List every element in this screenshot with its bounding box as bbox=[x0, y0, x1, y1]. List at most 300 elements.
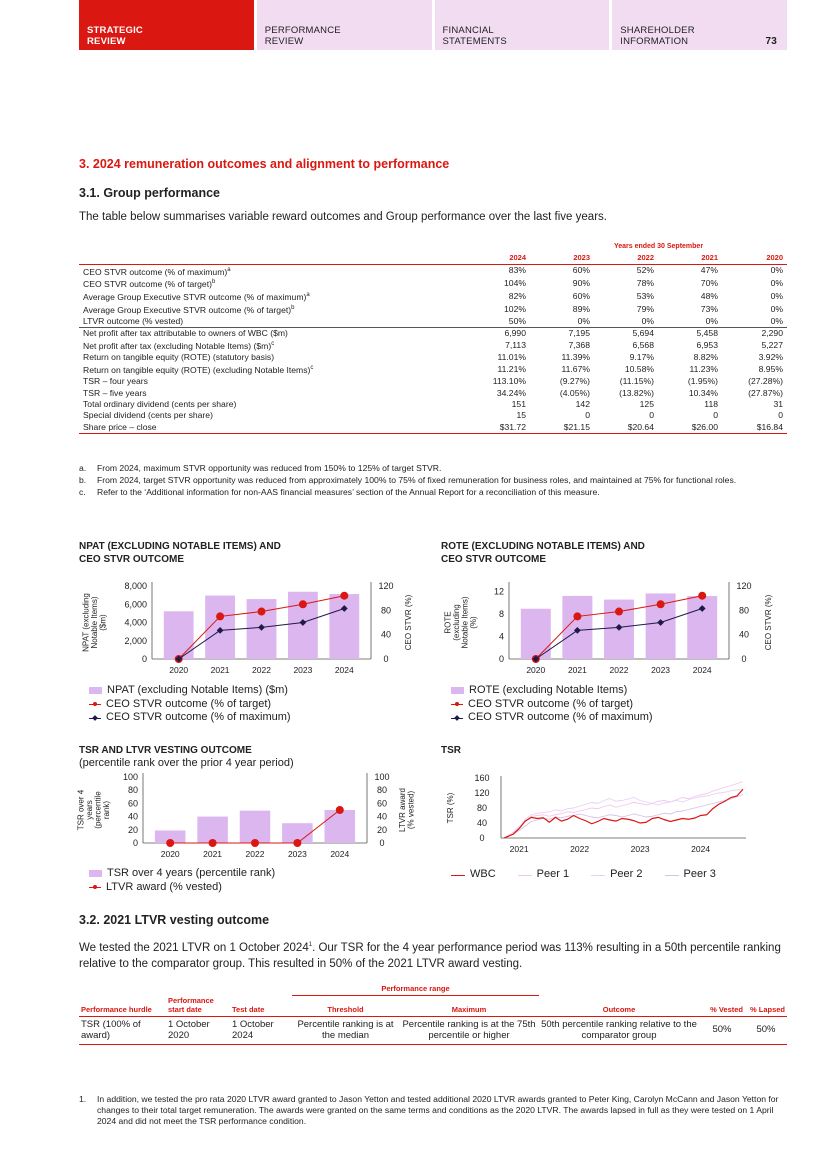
bar bbox=[329, 594, 359, 659]
data-point bbox=[166, 839, 174, 847]
cell: 83% bbox=[508, 265, 526, 276]
chart-title-line: NPAT (EXCLUDING NOTABLE ITEMS) AND bbox=[79, 541, 281, 552]
legend-item bbox=[665, 868, 716, 882]
legend-item bbox=[591, 868, 642, 882]
x-tick-label: 2024 bbox=[330, 849, 350, 859]
y-axis-label: Notable Items) bbox=[90, 596, 99, 649]
cell: 82% bbox=[508, 291, 526, 302]
tab-label: PERFORMANCE bbox=[264, 25, 341, 36]
x-tick-label: 2023 bbox=[651, 665, 671, 675]
row-label: Net profit after tax (excluding Notable Items) ($m)$^c$ bbox=[83, 340, 275, 351]
tab-label: INFORMATION bbox=[620, 36, 689, 47]
cell: Percentile ranking is at the 75th percentile or higher bbox=[399, 1016, 539, 1044]
legend-item bbox=[518, 868, 569, 882]
cell: 0 bbox=[649, 410, 654, 421]
cell: 34.24% bbox=[496, 387, 526, 398]
row-label: CEO STVR outcome (% of target)$^b$ bbox=[83, 279, 216, 290]
x-tick-label: 2022 bbox=[609, 665, 629, 675]
footnote-text: In addition, we tested the pro rata 2020 LTVR award granted to Jason Yetton and tested additional 2020 LTVR awards granted to Peter King, Carolyn McCann and Jason Yetton for changes to their total target remuneration. The awards were granted on the same terms and conditions as the 2020 LTVR. The awards lapsed in full as they were tested on 1 April 2024 and did not meet the TSR performance condition. bbox=[97, 1094, 779, 1126]
cell: 11.01% bbox=[497, 351, 526, 362]
legend-label: CEO STVR outcome (% of maximum) bbox=[106, 711, 291, 723]
row-label: Return on tangible equity (ROTE) (excluding Notable Items)$^c$ bbox=[83, 365, 314, 376]
subsection-title: 3.2. 2021 LTVR vesting outcome bbox=[79, 913, 270, 927]
y2-tick-label: 0 bbox=[741, 654, 747, 664]
note-text: From 2024, target STVR opportunity was reduced from approximately 100% to 75% of fixed remuneration for business roles, and maintained at 75% for functional roles. bbox=[97, 475, 737, 485]
footnote bbox=[79, 1094, 784, 1127]
para-text: . Our TSR for the 4 year performance period was 113% resulting in a 50th percentile ranking relative to the comparator group. This resulted in 50% of the 2021 LTVR award vesting. bbox=[79, 941, 781, 970]
y2-tick-label: 40 bbox=[380, 629, 392, 640]
legend-swatch bbox=[451, 687, 464, 694]
col-header: Performance start date bbox=[166, 996, 230, 1017]
legend-label: Peer 3 bbox=[683, 868, 716, 880]
y-axis-label: TSR over 4 bbox=[76, 789, 86, 831]
y-tick-label: 0 bbox=[141, 654, 147, 664]
data-point bbox=[293, 839, 301, 847]
row-label: Share price – close bbox=[79, 422, 454, 434]
row-label: Total ordinary dividend (cents per share) bbox=[83, 399, 237, 410]
col-header: Performance hurdle bbox=[79, 996, 166, 1017]
y2-tick-label: 60 bbox=[376, 798, 388, 809]
cell: $31.72 bbox=[454, 422, 530, 434]
cell: 3.92% bbox=[758, 351, 783, 362]
cell: $26.00 bbox=[658, 422, 722, 434]
footnote-ref[interactable]: 1 bbox=[308, 942, 313, 948]
col-header: Outcome bbox=[539, 996, 699, 1017]
series-line bbox=[504, 782, 743, 838]
cell: (27.87%) bbox=[748, 387, 783, 398]
chart3-title bbox=[79, 744, 294, 770]
table-row bbox=[79, 410, 787, 421]
y-tick-label: 6,000 bbox=[124, 599, 147, 610]
y2-tick-label: 40 bbox=[738, 629, 750, 640]
cell: 52% bbox=[636, 265, 654, 276]
x-tick-label: 2021 bbox=[203, 849, 223, 859]
y2-axis-label: (% vested) bbox=[406, 790, 416, 830]
legend-swatch bbox=[665, 871, 679, 879]
para-text: We tested the 2021 LTVR on 1 October 2024 bbox=[79, 941, 309, 954]
series-line bbox=[504, 789, 743, 839]
note-ref: b bbox=[291, 305, 295, 312]
y-axis-label: Notable Items) bbox=[460, 596, 470, 649]
note-key: a. bbox=[79, 463, 87, 473]
row-label: Special dividend (cents per share) bbox=[83, 410, 213, 421]
y-tick-label: 100 bbox=[122, 772, 138, 782]
data-point bbox=[657, 600, 665, 608]
chart2-title bbox=[441, 540, 645, 566]
y2-tick-label: 120 bbox=[736, 581, 752, 591]
chart4-title bbox=[441, 744, 461, 757]
chart1-legend bbox=[89, 684, 291, 725]
tab-financial-statements[interactable] bbox=[435, 0, 610, 50]
tsr-chart bbox=[441, 770, 791, 865]
x-tick-label: 2020 bbox=[160, 849, 180, 859]
x-tick-label: 2024 bbox=[334, 665, 354, 675]
y-axis-label: (excluding bbox=[451, 604, 461, 641]
tab-label: FINANCIAL bbox=[442, 25, 494, 36]
cell: 0 bbox=[713, 410, 718, 421]
table-row bbox=[79, 1016, 787, 1044]
section-nav bbox=[79, 0, 787, 50]
x-tick-label: 2021 bbox=[567, 665, 587, 675]
cell: 5,694 bbox=[594, 327, 658, 339]
cell: 7,113 bbox=[505, 339, 526, 350]
chart-title-line: CEO STVR OUTCOME bbox=[441, 554, 547, 565]
note bbox=[79, 474, 784, 486]
bar bbox=[240, 811, 271, 843]
cell: 11.21% bbox=[497, 364, 526, 375]
rote-chart bbox=[441, 572, 791, 682]
cell: 104% bbox=[504, 278, 526, 289]
chart1-title bbox=[79, 540, 281, 566]
cell: (27.28%) bbox=[748, 376, 783, 387]
row-label: TSR – five years bbox=[83, 387, 147, 398]
range-header: Performance range bbox=[292, 984, 539, 996]
y-tick-label: 0 bbox=[132, 838, 138, 848]
section-title: 3. 2024 remuneration outcomes and alignment to performance bbox=[79, 157, 450, 171]
legend-label: TSR over 4 years (percentile rank) bbox=[107, 867, 276, 879]
legend-swatch bbox=[89, 883, 101, 891]
cell: 7,195 bbox=[530, 327, 594, 339]
data-point bbox=[216, 612, 224, 620]
cell: 0% bbox=[770, 315, 783, 326]
x-tick-label: 2021 bbox=[210, 665, 230, 675]
x-tick-label: 2024 bbox=[692, 665, 712, 675]
cell: 48% bbox=[700, 291, 718, 302]
cell: 9.17% bbox=[629, 351, 654, 362]
y-tick-label: 4,000 bbox=[124, 617, 147, 628]
series-line bbox=[504, 795, 743, 839]
y2-tick-label: 80 bbox=[380, 605, 392, 616]
legend-item bbox=[451, 868, 496, 882]
y-tick-label: 8 bbox=[498, 609, 504, 620]
y-axis-label: TSR (%) bbox=[446, 792, 455, 824]
cell: $16.84 bbox=[722, 422, 787, 434]
table-row bbox=[79, 290, 787, 303]
y-axis-label: NPAT (excluding bbox=[81, 593, 91, 652]
y-tick-label: 40 bbox=[127, 811, 138, 822]
cell: 113.10% bbox=[492, 376, 526, 387]
note-ref: a bbox=[306, 292, 310, 299]
tab-shareholder-information[interactable] bbox=[612, 0, 787, 50]
x-tick-label: 2020 bbox=[526, 665, 546, 675]
tab-strategic-review[interactable] bbox=[79, 0, 254, 50]
data-point bbox=[209, 839, 217, 847]
cell: 151 bbox=[511, 399, 526, 410]
chart4-legend bbox=[451, 868, 716, 882]
row-label: TSR – four years bbox=[83, 376, 148, 387]
col-header: Test date bbox=[230, 996, 292, 1017]
chart-title-line: ROTE (EXCLUDING NOTABLE ITEMS) AND bbox=[441, 541, 645, 552]
legend-item bbox=[89, 711, 291, 725]
cell: 79% bbox=[636, 304, 654, 314]
cell: 118 bbox=[704, 399, 718, 410]
legend-swatch bbox=[451, 714, 463, 722]
table-row bbox=[79, 264, 787, 277]
cell: 0% bbox=[577, 315, 590, 326]
cell: 15 bbox=[516, 410, 526, 421]
cell: 0% bbox=[641, 315, 654, 326]
y-tick-label: 8,000 bbox=[124, 581, 147, 591]
y-axis-label: ROTE bbox=[443, 611, 453, 634]
y-tick-label: 60 bbox=[127, 798, 138, 809]
ltvr-vesting-table bbox=[79, 984, 787, 1045]
data-point bbox=[615, 608, 623, 616]
cell: 5,458 bbox=[658, 327, 722, 339]
col-header: % Vested bbox=[699, 996, 745, 1017]
legend-swatch bbox=[591, 871, 605, 879]
cell: 0% bbox=[770, 278, 783, 289]
y-tick-label: 0 bbox=[498, 654, 504, 664]
cell: 5,227 bbox=[761, 339, 783, 350]
note-ref: c bbox=[310, 365, 314, 372]
cell: 73% bbox=[700, 304, 718, 314]
cell: 6,953 bbox=[696, 339, 718, 350]
year-header: 2022 bbox=[594, 252, 658, 264]
cell: 50% bbox=[699, 1016, 745, 1044]
row-label: CEO STVR outcome (% of maximum)$^a$ bbox=[83, 266, 231, 277]
bar bbox=[325, 810, 356, 843]
cell: 2,290 bbox=[722, 327, 787, 339]
chart-subtitle: (percentile rank over the prior 4 year period) bbox=[79, 757, 294, 769]
data-point bbox=[258, 608, 266, 616]
note bbox=[79, 486, 784, 498]
tab-label: STRATEGIC bbox=[87, 25, 143, 36]
cell: 89% bbox=[572, 304, 590, 314]
cell: 8.82% bbox=[693, 351, 718, 362]
legend-label: WBC bbox=[470, 868, 496, 880]
table-row bbox=[79, 399, 787, 410]
chart-title-line: TSR bbox=[441, 745, 461, 756]
cell: 53% bbox=[636, 291, 654, 302]
cell: $20.64 bbox=[594, 422, 658, 434]
tab-label: REVIEW bbox=[87, 36, 126, 47]
col-header: % Lapsed bbox=[745, 996, 787, 1017]
series-line bbox=[504, 789, 743, 838]
y-tick-label: 4 bbox=[498, 631, 504, 642]
tab-label: STATEMENTS bbox=[442, 36, 507, 47]
year-header: 2020 bbox=[722, 252, 787, 264]
y-tick-label: 40 bbox=[476, 818, 488, 828]
table-row bbox=[79, 352, 787, 363]
data-point bbox=[251, 839, 259, 847]
y-axis-label: rank) bbox=[101, 800, 111, 820]
x-tick-label: 2023 bbox=[293, 665, 313, 675]
cell: 10.34% bbox=[688, 387, 718, 398]
year-header: 2024 bbox=[454, 252, 530, 264]
data-point bbox=[299, 600, 307, 608]
table-row bbox=[79, 387, 787, 398]
legend-swatch bbox=[89, 700, 101, 708]
chart-title-line: TSR AND LTVR VESTING OUTCOME bbox=[79, 745, 252, 756]
cell: 60% bbox=[572, 291, 590, 302]
data-point bbox=[340, 592, 348, 600]
chart3-legend bbox=[89, 867, 275, 894]
y-axis-label: (%) bbox=[468, 616, 478, 629]
y2-axis-label: LTVR award bbox=[397, 788, 407, 832]
table-row bbox=[79, 316, 787, 328]
y-tick-label: 80 bbox=[127, 785, 138, 796]
y-tick-label: 2,000 bbox=[124, 635, 147, 646]
y-tick-label: 160 bbox=[474, 773, 490, 783]
legend-label: NPAT (excluding Notable Items) ($m) bbox=[107, 684, 288, 696]
cell: (1.95%) bbox=[687, 376, 718, 387]
y-axis-label: years bbox=[84, 800, 94, 820]
row-label: Return on tangible equity (ROTE) (statutory basis) bbox=[83, 351, 275, 362]
cell: 0% bbox=[705, 315, 718, 326]
tab-label: SHAREHOLDER bbox=[620, 25, 695, 36]
y-axis-label: ($m) bbox=[98, 614, 108, 631]
table-row bbox=[79, 376, 787, 387]
y-tick-label: 120 bbox=[474, 788, 490, 798]
legend-label: ROTE (excluding Notable Items) bbox=[469, 684, 628, 696]
vesting-paragraph bbox=[79, 937, 784, 972]
cell: 31 bbox=[773, 399, 783, 410]
cell: 6,568 bbox=[632, 339, 654, 350]
data-point bbox=[336, 806, 344, 814]
intro-text: The table below summarises variable reward outcomes and Group performance over the last five years. bbox=[79, 211, 607, 223]
x-tick-label: 2022 bbox=[570, 844, 590, 854]
legend-label: CEO STVR outcome (% of target) bbox=[468, 697, 634, 710]
years-header: Years ended 30 September bbox=[613, 243, 704, 250]
note bbox=[79, 462, 784, 474]
cell: 0 bbox=[585, 410, 590, 421]
cell: 11.23% bbox=[689, 364, 718, 375]
legend-label: Peer 1 bbox=[536, 868, 570, 880]
legend-label: CEO STVR outcome (% of maximum) bbox=[468, 711, 653, 723]
year-header: 2021 bbox=[658, 252, 722, 264]
row-label: LTVR outcome (% vested) bbox=[83, 315, 184, 326]
cell: 60% bbox=[572, 265, 590, 276]
y-tick-label: 80 bbox=[476, 803, 488, 813]
cell: 0 bbox=[778, 410, 783, 421]
y-tick-label: 0 bbox=[479, 833, 485, 843]
cell: 47% bbox=[700, 265, 718, 276]
y2-tick-label: 100 bbox=[374, 772, 390, 782]
chart2-legend bbox=[451, 684, 653, 725]
table-row bbox=[79, 303, 787, 316]
table-row bbox=[79, 327, 787, 339]
cell: 90% bbox=[572, 278, 590, 289]
col-header: Maximum bbox=[399, 996, 539, 1017]
note-ref: c bbox=[271, 340, 275, 347]
data-point bbox=[698, 592, 706, 600]
y2-tick-label: 80 bbox=[738, 605, 750, 616]
note-key: c. bbox=[79, 487, 86, 497]
cell: 10.58% bbox=[624, 364, 654, 375]
x-tick-label: 2024 bbox=[691, 844, 711, 854]
cell: 11.39% bbox=[561, 351, 590, 362]
legend-item bbox=[451, 684, 653, 698]
y2-axis-label: CEO STVR (%) bbox=[764, 594, 773, 651]
legend-item bbox=[89, 698, 291, 712]
cell: 102% bbox=[504, 304, 526, 314]
x-tick-label: 2022 bbox=[245, 849, 265, 859]
tab-label: REVIEW bbox=[264, 36, 304, 47]
x-tick-label: 2022 bbox=[252, 665, 271, 675]
row-label: Average Group Executive STVR outcome (% of maximum)$^a$ bbox=[83, 292, 310, 303]
legend-item bbox=[89, 867, 275, 881]
year-header: 2023 bbox=[530, 252, 594, 264]
cell: 1 October 2024 bbox=[230, 1016, 292, 1044]
y-tick-label: 20 bbox=[127, 824, 138, 835]
legend-swatch bbox=[451, 871, 465, 879]
row-label: Average Group Executive STVR outcome (% of target)$^b$ bbox=[83, 304, 295, 315]
legend-swatch bbox=[89, 714, 101, 722]
cell: (13.82%) bbox=[619, 387, 654, 398]
footnote-key: 1. bbox=[79, 1094, 87, 1104]
cell: 125 bbox=[639, 399, 654, 410]
note-text: From 2024, maximum STVR opportunity was reduced from 150% to 125% of target STVR. bbox=[97, 463, 442, 473]
y2-tick-label: 40 bbox=[376, 811, 388, 822]
x-tick-label: 2021 bbox=[509, 844, 529, 854]
cell: 0% bbox=[770, 265, 783, 276]
cell: 50th percentile ranking relative to the comparator group bbox=[539, 1016, 699, 1044]
cell: $21.15 bbox=[530, 422, 594, 434]
tsr-ltvr-chart bbox=[76, 770, 434, 865]
legend-swatch bbox=[518, 871, 532, 879]
cell: TSR (100% of award) bbox=[79, 1016, 166, 1044]
row-label: Net profit after tax attributable to owners of WBC ($m) bbox=[79, 327, 454, 339]
legend-label: LTVR award (% vested) bbox=[106, 880, 222, 893]
cell: 1 October 2020 bbox=[166, 1016, 230, 1044]
note-text: Refer to the ‘Additional information for non-AAS financial measures’ section of the Annual Report for a reconciliation of this measure. bbox=[97, 487, 600, 497]
cell: (4.05%) bbox=[559, 387, 590, 398]
cell: 0% bbox=[770, 304, 783, 314]
subsection-title: 3.1. Group performance bbox=[79, 186, 221, 200]
note-ref: a bbox=[227, 266, 231, 273]
tab-performance-review[interactable] bbox=[257, 0, 432, 50]
legend-swatch bbox=[89, 870, 102, 877]
y2-tick-label: 120 bbox=[378, 581, 394, 591]
y-axis-label: (percentile bbox=[93, 791, 103, 829]
legend-item bbox=[451, 711, 653, 725]
cell: 7,368 bbox=[568, 339, 590, 350]
table-notes bbox=[79, 462, 784, 498]
x-tick-label: 2020 bbox=[169, 665, 189, 675]
y2-tick-label: 0 bbox=[379, 838, 385, 848]
data-point bbox=[573, 612, 581, 620]
note-ref: b bbox=[211, 279, 216, 286]
page-number: 73 bbox=[765, 36, 777, 47]
cell: 142 bbox=[575, 399, 590, 410]
legend-item bbox=[451, 698, 653, 712]
table-row bbox=[79, 277, 787, 290]
legend-swatch bbox=[89, 687, 102, 694]
y2-tick-label: 20 bbox=[376, 824, 388, 835]
cell: 78% bbox=[636, 278, 654, 289]
legend-label: Peer 2 bbox=[610, 868, 643, 880]
table-row bbox=[79, 363, 787, 376]
cell: 11.67% bbox=[561, 364, 590, 375]
cell: 50% bbox=[745, 1016, 787, 1044]
y2-axis-label: CEO STVR (%) bbox=[404, 594, 413, 651]
group-performance-table bbox=[79, 241, 787, 434]
chart-title-line: CEO STVR OUTCOME bbox=[79, 554, 185, 565]
cell: Percentile ranking is at the median bbox=[292, 1016, 399, 1044]
legend-item bbox=[89, 684, 291, 698]
legend-label: CEO STVR outcome (% of target) bbox=[106, 697, 272, 710]
cell: (11.15%) bbox=[619, 376, 654, 387]
cell: 50% bbox=[508, 315, 526, 326]
cell: 0% bbox=[770, 291, 783, 302]
cell: 6,990 bbox=[454, 327, 530, 339]
cell: 8.95% bbox=[758, 364, 783, 375]
table-row bbox=[79, 422, 787, 434]
legend-swatch bbox=[451, 700, 463, 708]
legend-item bbox=[89, 881, 275, 895]
table-row bbox=[79, 339, 787, 352]
y-tick-label: 12 bbox=[493, 586, 504, 597]
